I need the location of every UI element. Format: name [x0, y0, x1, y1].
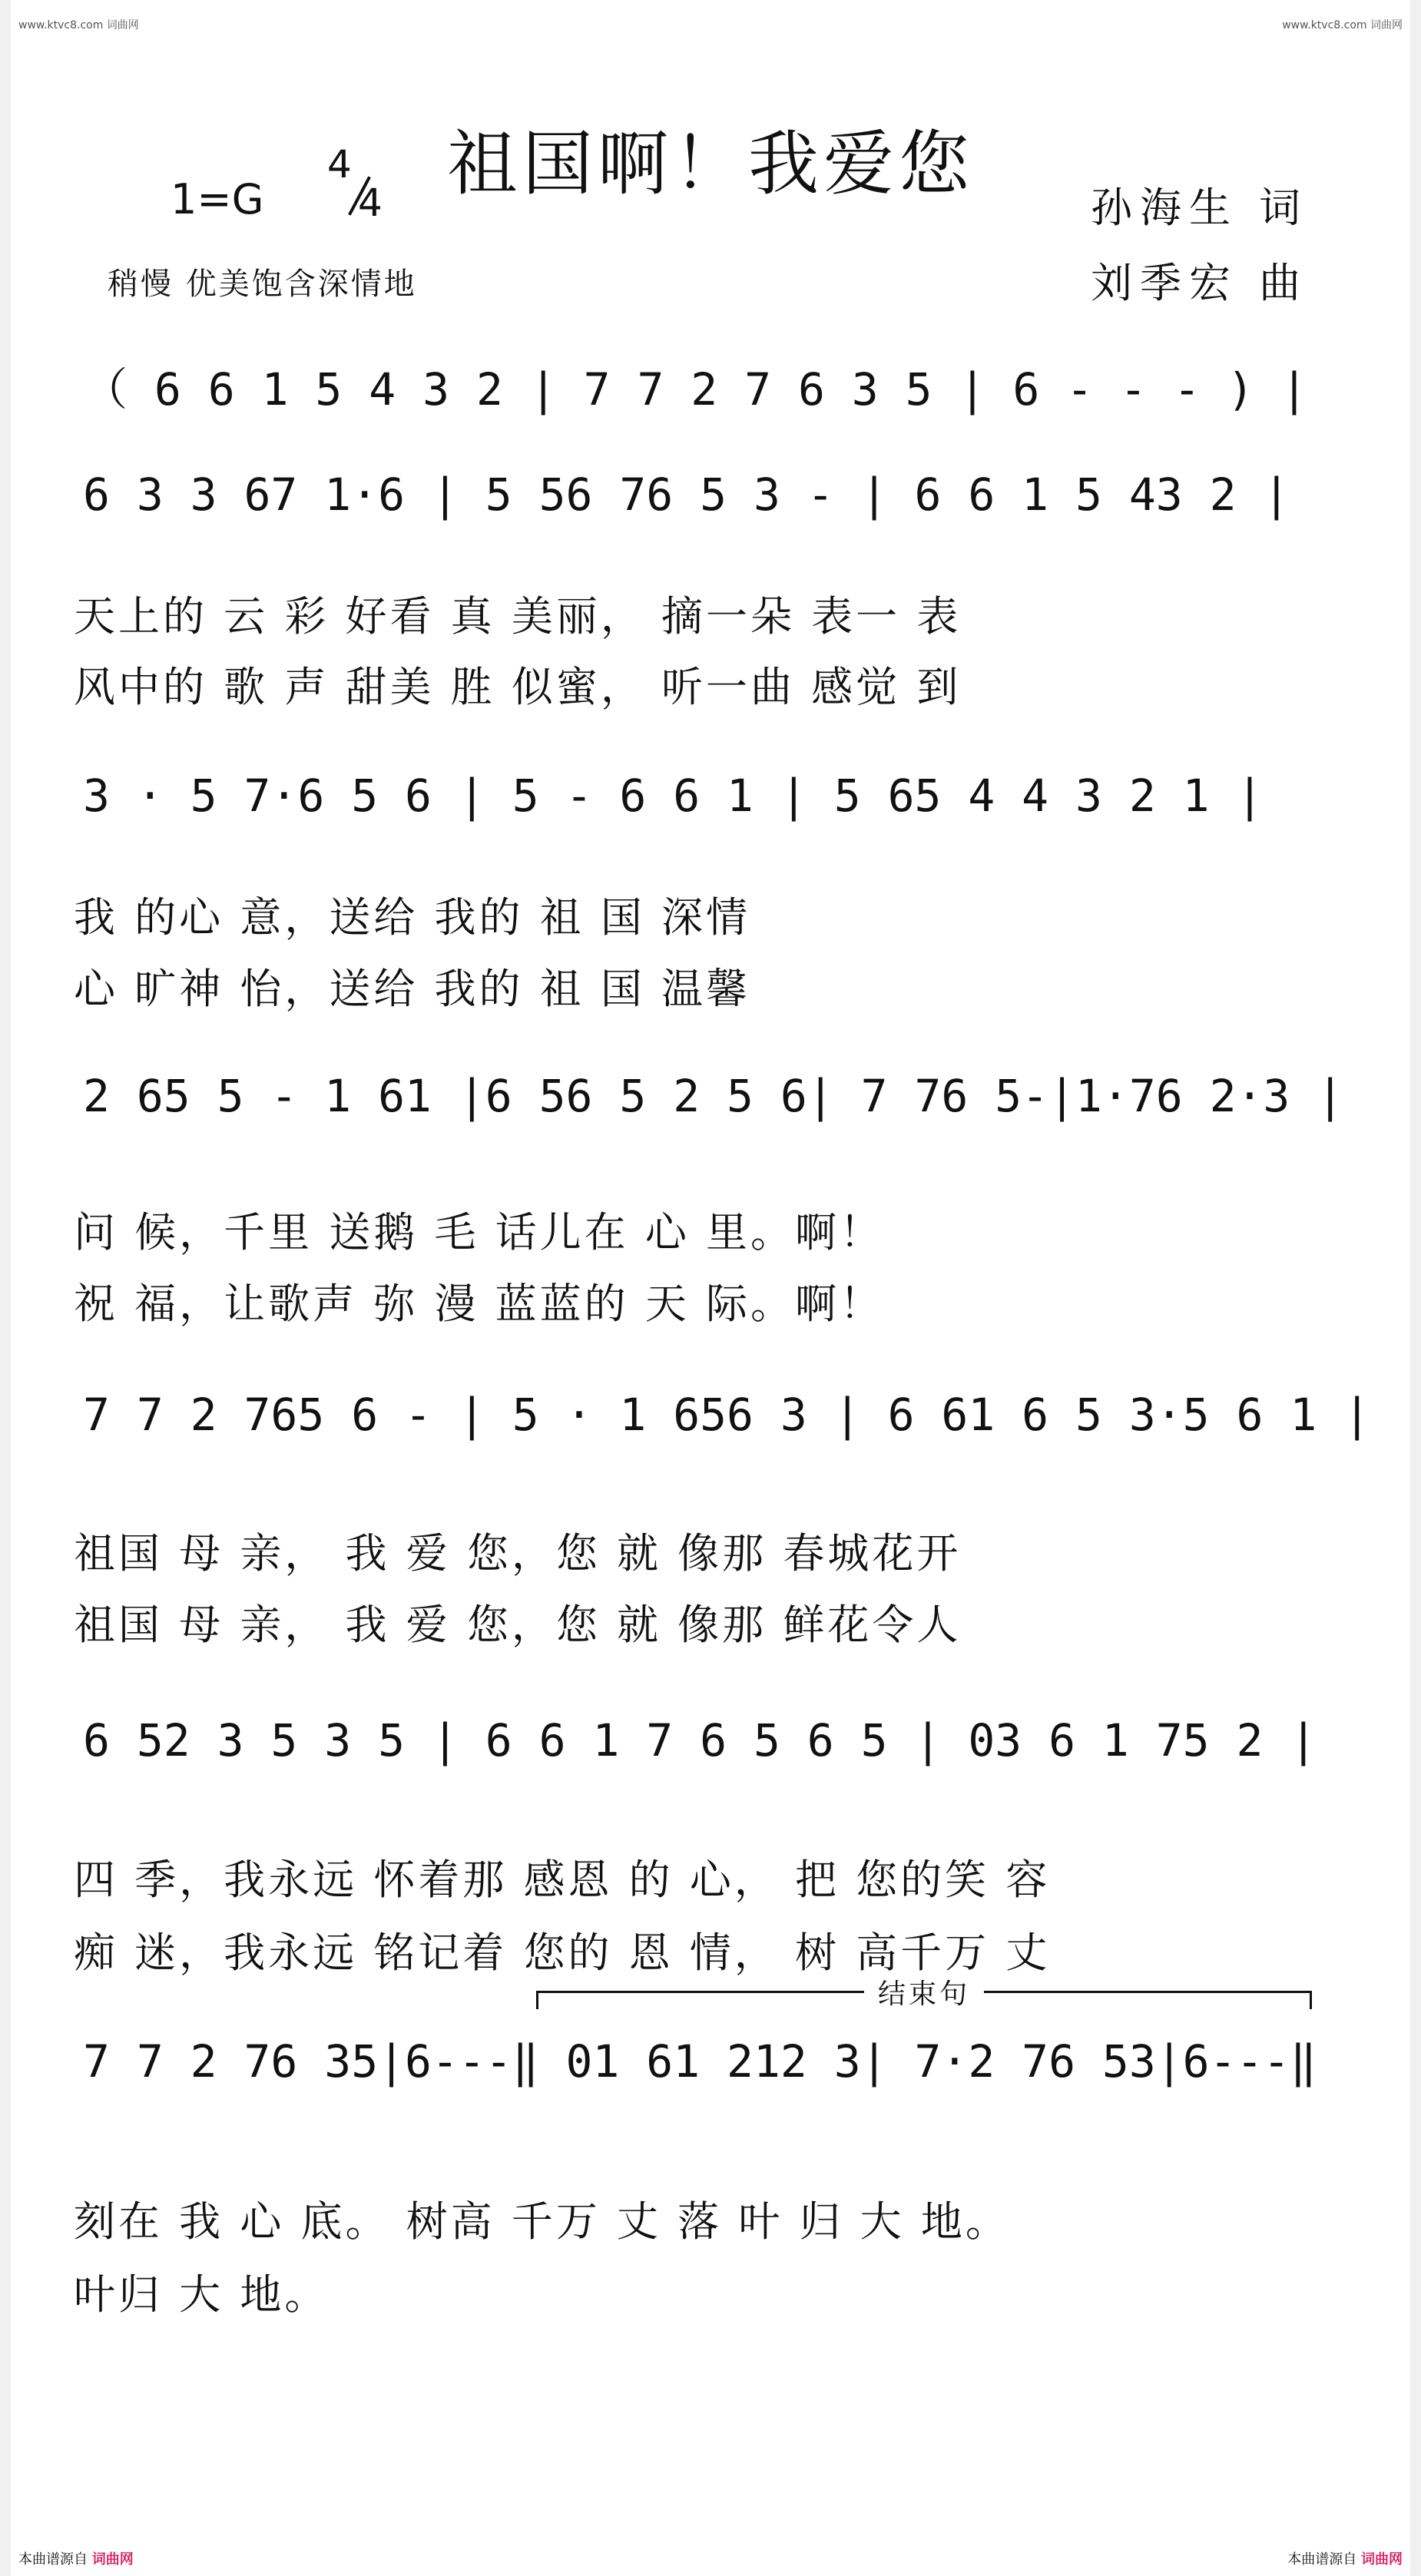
- footer-right-prefix: 本曲谱源自: [1287, 2551, 1357, 2568]
- lyric-line-6-verse-1: 四 季，我永远 怀着那 感恩 的 心， 把 您的笑 容: [74, 1856, 1051, 1904]
- lyric-line-2-verse-2: 风中的 歌 声 甜美 胜 似蜜， 听一曲 感觉 到: [74, 663, 962, 711]
- key-signature: 1=G: [171, 175, 264, 223]
- time-signature: [323, 142, 392, 227]
- lyric-line-6-verse-2: 痴 迷，我永远 铭记着 您的 恩 情， 树 高千万 丈: [74, 1929, 1051, 1977]
- lyric-line-3-verse-1: 我 的心 意，送给 我的 祖 国 深情: [74, 893, 750, 942]
- footer-right: [1287, 2548, 1403, 2568]
- lyric-line-5-verse-2: 祖国 母 亲， 我 爱 您，您 就 像那 鲜花令人: [74, 1601, 962, 1649]
- lyric-line-5-verse-1: 祖国 母 亲， 我 爱 您，您 就 像那 春城花开: [74, 1529, 962, 1578]
- notation-line-1: （ 6 6 1 5 4 3 2 | 7 7 2 7 6 3 5 | 6 - - - ) |: [83, 363, 1308, 416]
- lyric-line-7-verse-2: 叶归 大 地。: [74, 2270, 330, 2319]
- lyric-line-7-verse-1: 刻在 我 心 底。 树高 千万 丈 落 叶 归 大 地。: [74, 2197, 1010, 2246]
- top-left-site-label: www.ktvc8.com 词曲网: [18, 19, 139, 31]
- notation-line-4: 2 65 5 - 1 61 |6 56 5 2 5 6| 7 76 5-|1·76 2·3 |: [83, 1070, 1344, 1122]
- meter-denominator: 4: [358, 180, 383, 225]
- notation-line-7: 7 7 2 76 35|6---‖ 01 61 212 3| 7·2 76 53|6---‖: [83, 2035, 1317, 2088]
- right-margin-stripe: [1410, 0, 1421, 2576]
- notation-line-5: 7 7 2 765 6 - | 5 · 1 656 3 | 6 61 6 5 3·5 6 1 |: [83, 1389, 1371, 1441]
- lyric-line-4-verse-2: 祝 福，让歌声 弥 漫 蓝蓝的 天 际。啊！: [74, 1280, 884, 1328]
- lyric-line-2-verse-1: 天上的 云 彩 好看 真 美丽， 摘一朵 表一 表: [74, 592, 962, 641]
- lyricist-credit: 孙海生 词: [1091, 184, 1309, 232]
- top-right-site-label: www.ktvc8.com 词曲网: [1282, 19, 1403, 31]
- song-title: 祖国啊！我爱您: [446, 123, 974, 205]
- composer-credit: 刘季宏 曲: [1091, 259, 1309, 307]
- footer-right-site[interactable]: 词曲网: [1361, 2551, 1403, 2568]
- left-margin-stripe: [0, 0, 11, 2576]
- notation-line-6: 6 52 3 5 3 5 | 6 6 1 7 6 5 6 5 | 03 6 1 75 2 |: [83, 1714, 1317, 1766]
- tempo-marking: 稍慢 优美饱含深情地: [108, 267, 417, 302]
- notation-line-2: 6 3 3 67 1·6 | 5 56 76 5 3 - | 6 6 1 5 43 2 |: [83, 469, 1290, 521]
- ending-bracket: [536, 1978, 1312, 2010]
- footer-left: [18, 2548, 134, 2568]
- lyric-line-3-verse-2: 心 旷神 怡，送给 我的 祖 国 温馨: [74, 965, 750, 1013]
- lyric-line-4-verse-1: 问 候，千里 送鹅 毛 话儿在 心 里。啊！: [74, 1208, 884, 1257]
- notation-line-3: 3 · 5 7·6 5 6 | 5 - 6 6 1 | 5 65 4 4 3 2 1 |: [83, 770, 1264, 822]
- footer-left-site[interactable]: 词曲网: [91, 2551, 134, 2568]
- ending-label: 结束句: [864, 1978, 984, 2010]
- footer-left-prefix: 本曲谱源自: [18, 2551, 88, 2568]
- meter-numerator: 4: [327, 142, 352, 187]
